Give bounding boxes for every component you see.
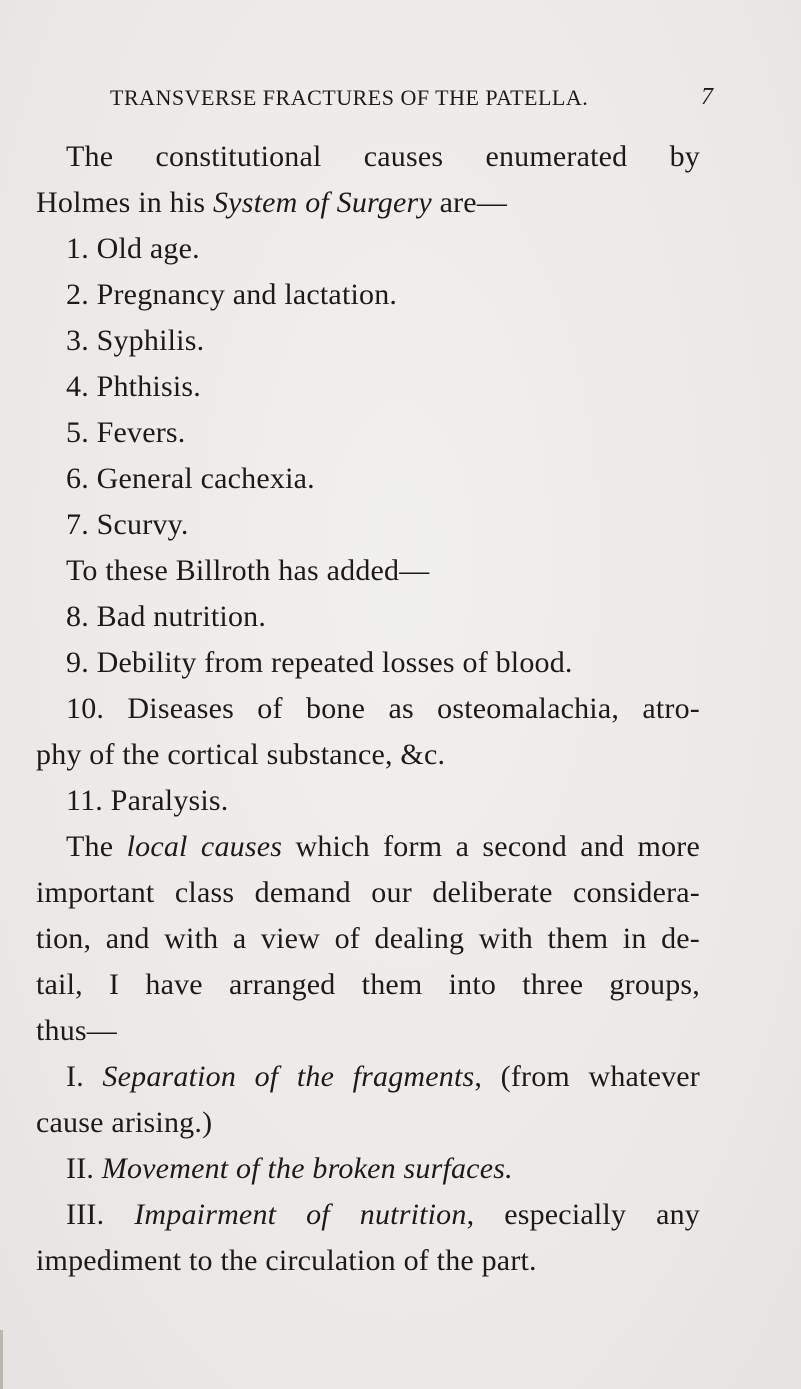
list-item: 4. Phthisis. bbox=[66, 370, 201, 403]
billroth-intro: To these Billroth has added— bbox=[66, 554, 430, 587]
intro-line-1: The constitutional causes enumerated by bbox=[66, 140, 700, 173]
group-2: II. Movement of the broken surfaces. bbox=[66, 1152, 513, 1185]
local-causes-line-4: tail, I have arranged them into three groups, bbox=[36, 968, 700, 1001]
list-item: 3. Syphilis. bbox=[66, 324, 205, 357]
list-item: 10. Diseases of bone as osteomalachia, atro- bbox=[66, 692, 700, 725]
intro-line-2: Holmes in his System of Surgery are— bbox=[36, 186, 508, 219]
list-item: 8. Bad nutrition. bbox=[66, 600, 267, 633]
book-title-system-of-surgery: System of Surgery bbox=[212, 186, 432, 219]
local-causes-line-2: important class demand our deliberate considera- bbox=[36, 876, 700, 909]
local-causes-line-1: The local causes which form a second and more bbox=[66, 830, 700, 863]
list-item-continuation: phy of the cortical substance, &c. bbox=[36, 738, 446, 771]
group-3-title: Impairment of nutrition bbox=[134, 1198, 467, 1231]
list-item: 5. Fevers. bbox=[66, 416, 186, 449]
list-item: 2. Pregnancy and lactation. bbox=[66, 278, 398, 311]
group-2-title: Movement of the broken surfaces. bbox=[101, 1152, 513, 1185]
page-number: 7 bbox=[701, 84, 713, 110]
page-edge-shadow bbox=[0, 1330, 3, 1389]
local-causes-line-5: thus— bbox=[36, 1014, 118, 1047]
local-causes-line-3: tion, and with a view of dealing with them in de- bbox=[36, 922, 700, 955]
group-1-line-2: cause arising.) bbox=[36, 1106, 213, 1139]
group-3-line-1: III. Impairment of nutrition, especially any bbox=[66, 1198, 700, 1231]
list-item: 11. Paralysis. bbox=[66, 784, 229, 817]
group-1-line-1: I. Separation of the fragments, (from whatever bbox=[66, 1060, 700, 1093]
list-item: 1. Old age. bbox=[66, 232, 200, 265]
list-item: 7. Scurvy. bbox=[66, 508, 189, 541]
list-item: 6. General cachexia. bbox=[66, 462, 315, 495]
group-3-line-2: impediment to the circulation of the part. bbox=[36, 1244, 537, 1277]
emphasis-local-causes: local causes bbox=[126, 830, 283, 863]
group-1-title: Separation of the fragments bbox=[102, 1060, 475, 1093]
running-head: TRANSVERSE FRACTURES OF THE PATELLA. bbox=[110, 85, 589, 110]
list-item: 9. Debility from repeated losses of blood. bbox=[66, 646, 573, 679]
